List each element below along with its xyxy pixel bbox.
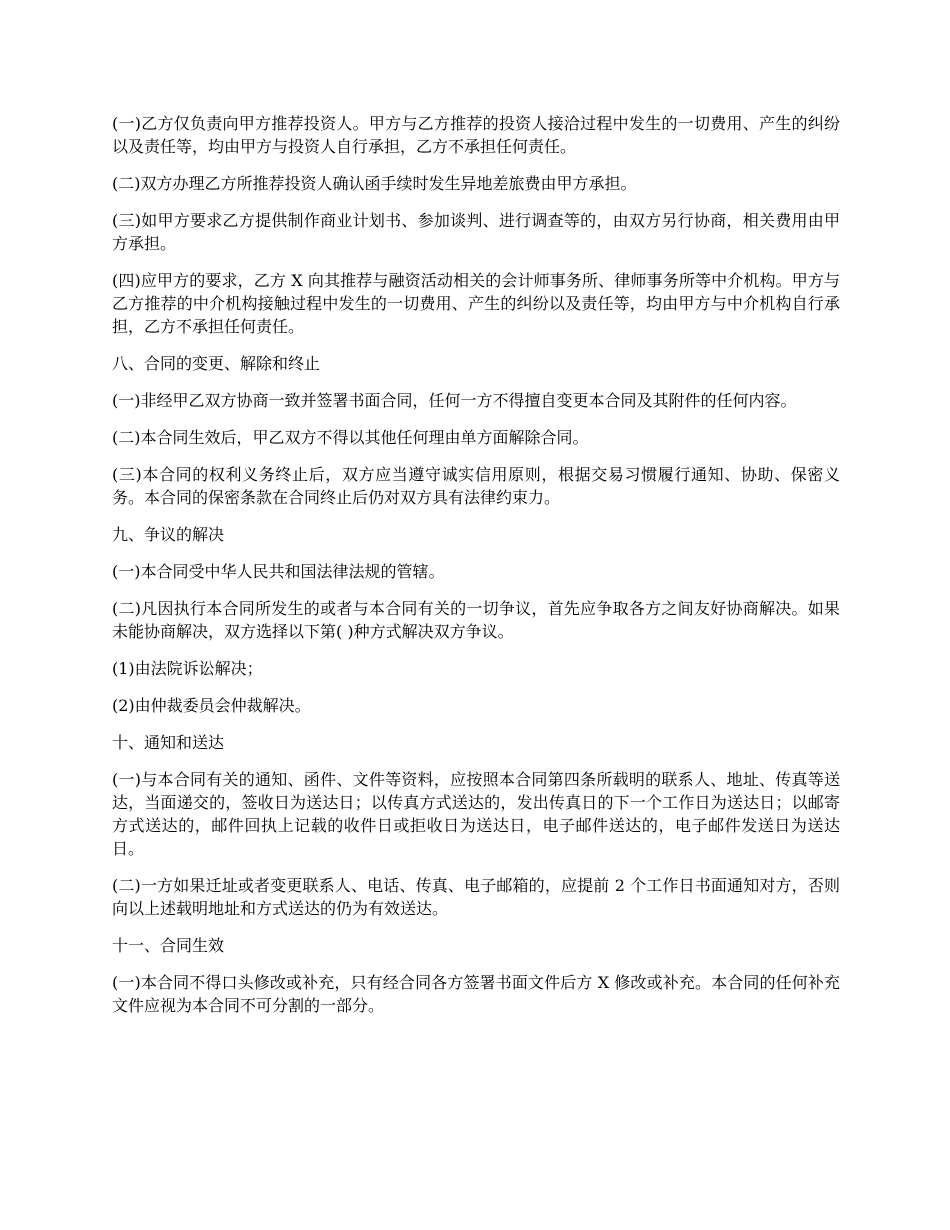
document-page	[112, 112, 840, 1031]
section-heading: 十、通知和送达	[112, 733, 225, 752]
clause-paragraph: (二)一方如果迁址或者变更联系人、电话、传真、电子邮箱的，应提前 2 个工作日书面通知对方，否则向以上述载明地址和方式送达的仍为有效送达。	[112, 876, 840, 918]
option-item: (1)由法院诉讼解决；	[112, 659, 263, 678]
clause-paragraph: (一)与本合同有关的通知、函件、文件等资料，应按照本合同第四条所载明的联系人、地址、传真等送达，当面递交的，签收日为送达日；以传真方式送达的，发出传真日的下一个工作日为送达日；以邮寄方式送达的，邮件回执上记载的收件日或拒收日为送达日，电子邮件送达的，电子邮件发送日为送达日。	[112, 770, 840, 858]
clause-paragraph: (一)非经甲乙双方协商一致并签署书面合同，任何一方不得擅自变更本合同及其附件的任何内容。	[112, 391, 797, 410]
clause-paragraph: (一)本合同受中华人民共和国法律法规的管辖。	[112, 562, 445, 581]
clause-paragraph: (四)应甲方的要求，乙方 X 向其推荐与融资活动相关的会计师事务所、律师事务所等中介机构。甲方与乙方推荐的中介机构接触过程中发生的一切费用、产生的纠纷以及责任等，均由甲方与中介机构自行承担，乙方不承担任何责任。	[112, 271, 840, 336]
clause-paragraph: (一)乙方仅负责向甲方推荐投资人。甲方与乙方推荐的投资人接洽过程中发生的一切费用、产生的纠纷以及责任等，均由甲方与投资人自行承担，乙方不承担任何责任。	[112, 114, 840, 156]
section-heading: 十一、合同生效	[112, 936, 225, 955]
clause-paragraph: (三)如甲方要求乙方提供制作商业计划书、参加谈判、进行调查等的，由双方另行协商，相关费用由甲方承担。	[112, 211, 840, 253]
clause-paragraph: (三)本合同的权利义务终止后，双方应当遵守诚实信用原则，根据交易习惯履行通知、协助、保密义务。本合同的保密条款在合同终止后仍对双方具有法律约束力。	[112, 465, 840, 507]
section-heading: 八、合同的变更、解除和终止	[112, 354, 321, 373]
clause-paragraph: (二)本合同生效后，甲乙双方不得以其他任何理由单方面解除合同。	[112, 428, 589, 447]
clause-paragraph: (二)凡因执行本合同所发生的或者与本合同有关的一切争议，首先应争取各方之间友好协商解决。如果未能协商解决，双方选择以下第( )种方式解决双方争议。	[112, 599, 840, 641]
option-item: (2)由仲裁委员会仲裁解决。	[112, 696, 311, 715]
clause-paragraph: (一)本合同不得口头修改或补充，只有经合同各方签署书面文件后方 X 修改或补充。本合同的任何补充文件应视为本合同不可分割的一部分。	[112, 973, 840, 1015]
section-heading: 九、争议的解决	[112, 525, 225, 544]
clause-paragraph: (二)双方办理乙方所推荐投资人确认函手续时发生异地差旅费由甲方承担。	[112, 174, 637, 193]
